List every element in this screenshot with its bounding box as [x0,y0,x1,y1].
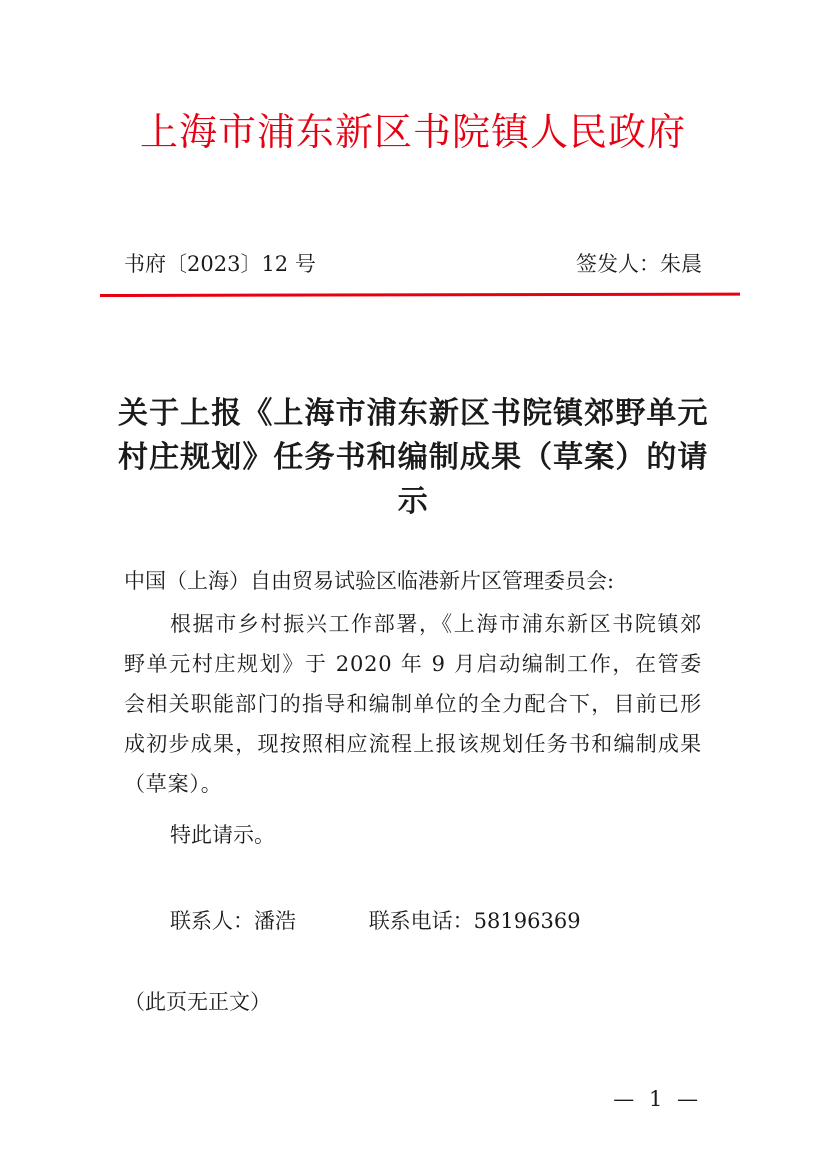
document-number: 书府〔2023〕12 号 [124,252,316,276]
salutation: 中国（上海）自由贸易试验区临港新片区管理委员会: [124,569,615,593]
page-number: — 1 — [613,1087,702,1111]
masthead-title: 上海市浦东新区书院镇人民政府 [139,110,686,154]
no-text-note: （此页无正文） [124,990,271,1014]
issuer-signature: 签发人：朱晨 [576,252,702,276]
document-title: 关于上报《上海市浦东新区书院镇郊野单元村庄规划》任务书和编制成果（草案）的请示 [118,396,708,519]
closing-line: 特此请示。 [170,823,275,847]
contact-person: 联系人：潘浩 [170,909,296,933]
contact-info [170,901,581,941]
body-paragraph: 根据市乡村振兴工作部署，《上海市浦东新区书院镇郊野单元村庄规划》于 2020 年 9 月启动编制工作，在管委会相关职能部门的指导和编制单位的全力配合下，目前已形成初步成果，现按照相应流程上报该规划任务书和编制成果（草案）。 [124,612,702,796]
red-divider-line [100,293,740,297]
contact-phone: 联系电话：58196369 [368,909,581,933]
